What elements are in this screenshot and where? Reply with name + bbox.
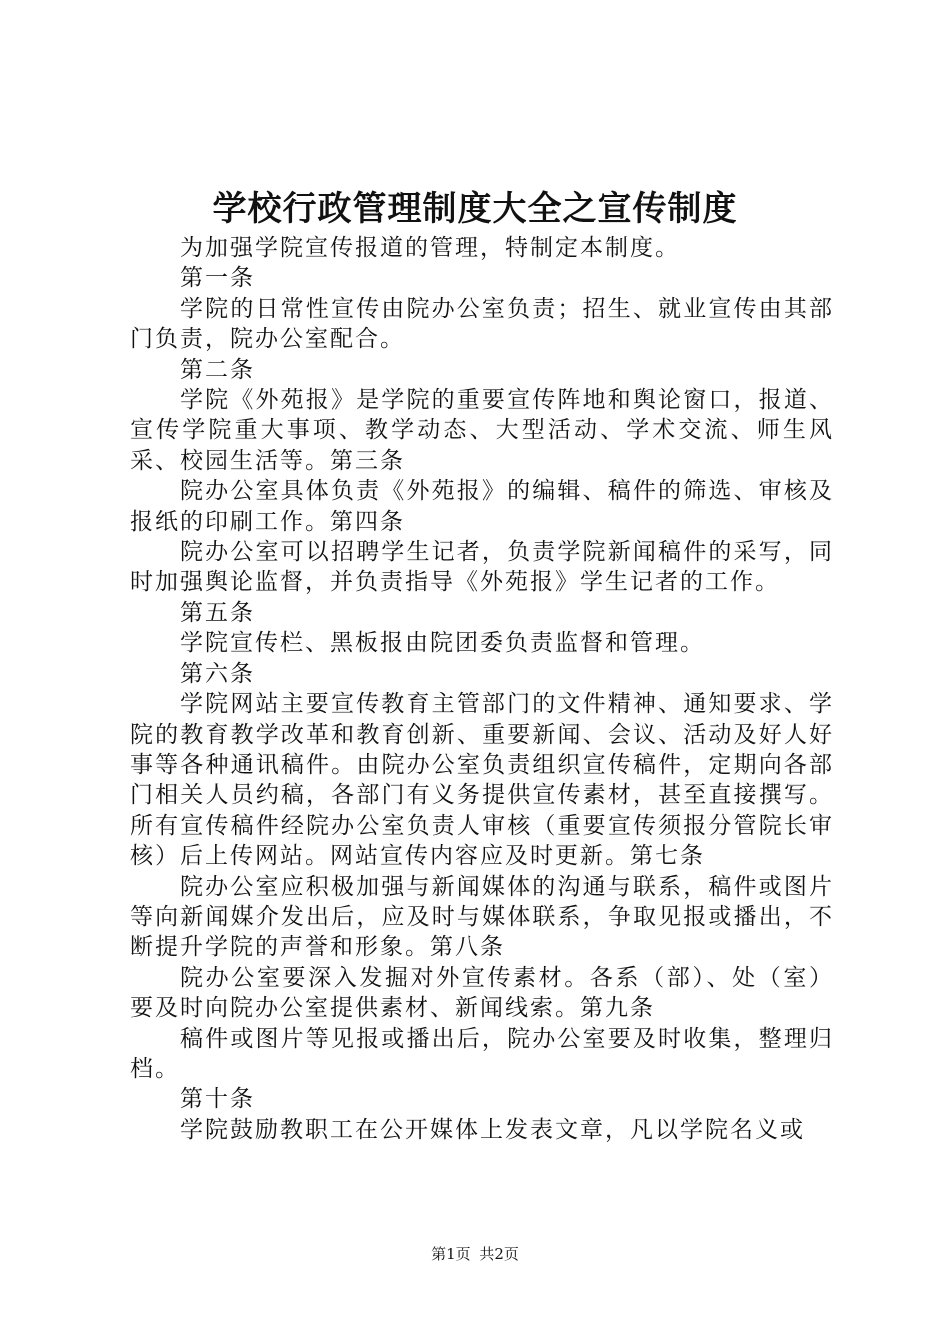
paragraph-article-2: 学院《外苑报》是学院的重要宣传阵地和舆论窗口，报道、宣传学院重大事项、教学动态、大型活动、学术交流、师生风采、校园生活等。第三条 <box>130 387 834 474</box>
paragraph-article-3: 院办公室具体负责《外苑报》的编辑、稿件的筛选、审核及报纸的印刷工作。第四条 <box>130 478 834 535</box>
page-total: 共2页 <box>479 1245 519 1263</box>
paragraph-article-9: 稿件或图片等见报或播出后，院办公室要及时收集，整理归档。 <box>130 1025 834 1082</box>
paragraph-article-4: 院办公室可以招聘学生记者，负责学院新闻稿件的采写，同时加强舆论监督，并负责指导《外苑报》学生记者的工作。 <box>130 539 834 596</box>
article-heading-5: 第五条 <box>180 599 255 626</box>
article-heading-1: 第一条 <box>180 265 255 292</box>
paragraph-article-7: 院办公室应积极加强与新闻媒体的沟通与联系，稿件或图片等向新闻媒介发出后，应及时与媒体联系，争取见报或播出，不断提升学院的声誉和形象。第八条 <box>130 873 834 961</box>
page-footer <box>0 1244 950 1264</box>
article-heading-6: 第六条 <box>180 660 255 687</box>
page-number: 第1页 <box>431 1245 471 1263</box>
document-title: 学校行政管理制度大全之宣传制度 <box>212 189 738 229</box>
article-heading-10: 第十条 <box>180 1086 255 1113</box>
document-body <box>130 233 834 1145</box>
paragraph-article-6: 学院网站主要宣传教育主管部门的文件精神、通知要求、学院的教育教学改革和教育创新、重要新闻、会议、活动及好人好事等各种通讯稿件。由院办公室负责组织宣传稿件，定期向各部门相关人员约稿，各部门有义务提供宣传素材，甚至直接撰写。所有宣传稿件经院办公室负责人审核（重要宣传须报分管院长审核）后上传网站。网站宣传内容应及时更新。第七条 <box>130 691 834 870</box>
paragraph-article-10: 学院鼓励教职工在公开媒体上发表文章，凡以学院名义或 <box>180 1116 805 1143</box>
paragraph-article-8: 院办公室要深入发掘对外宣传素材。各系（部）、处（室）要及时向院办公室提供素材、新闻线索。第九条 <box>130 964 834 1022</box>
article-heading-2: 第二条 <box>180 356 255 383</box>
paragraph-article-5: 学院宣传栏、黑板报由院团委负责监督和管理。 <box>180 630 705 657</box>
paragraph-article-1: 学院的日常性宣传由院办公室负责；招生、就业宣传由其部门负责，院办公室配合。 <box>130 295 834 353</box>
paragraph-intro: 为加强学院宣传报道的管理，特制定本制度。 <box>180 235 680 261</box>
